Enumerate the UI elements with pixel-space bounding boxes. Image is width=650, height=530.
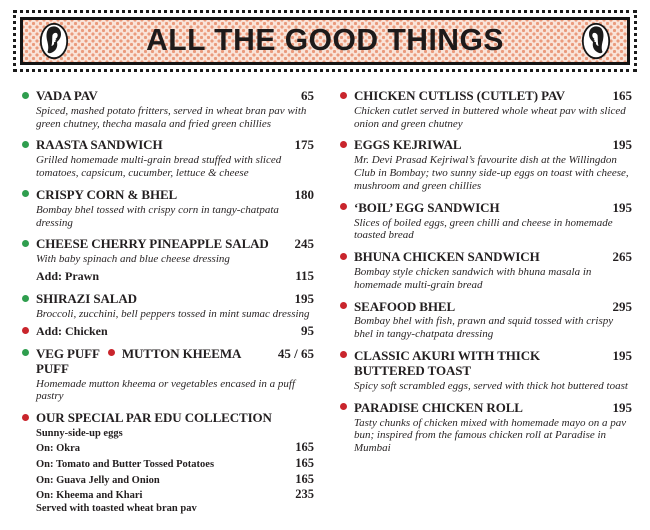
nonveg-indicator-icon: [340, 302, 347, 309]
item-header: [354, 300, 632, 315]
item-name: CHEESE CHERRY PINEAPPLE SALAD: [36, 236, 269, 252]
page-title: ALL THE GOOD THINGS: [146, 21, 504, 57]
item-name: RAASTA SANDWICH: [36, 137, 163, 153]
item-names: [354, 138, 603, 153]
item-description: Spicy soft scrambled eggs, served with thick hot buttered toast: [354, 379, 628, 392]
item-price: 195: [612, 399, 632, 415]
menu-header: [13, 10, 637, 72]
stamp-border: [13, 10, 637, 72]
item-names: [354, 349, 603, 379]
item-header: [36, 347, 314, 377]
lady-profile-medallion-icon: [39, 22, 69, 60]
nonveg-indicator-icon: [340, 92, 347, 99]
menu-item: [22, 89, 314, 130]
menu-column-right: [340, 89, 632, 522]
item-header: [354, 138, 632, 153]
item-price: 195: [612, 347, 632, 363]
item-name: SEAFOOD BHEL: [354, 298, 456, 314]
banner: [20, 17, 630, 65]
section-note: Served with toasted wheat bran pav: [36, 503, 197, 514]
item-names: [36, 188, 285, 203]
menu-item: [22, 237, 314, 284]
item-names: [354, 201, 603, 216]
addon-price: 95: [301, 322, 314, 338]
addon-label: Add: Prawn: [36, 269, 100, 283]
item-name: EGGS KEJRIWAL: [354, 137, 462, 153]
item-header: [354, 401, 632, 416]
item-header: [36, 188, 314, 203]
addon-list: [36, 268, 314, 284]
item-description: Broccoli, zucchini, bell peppers tossed in mint sumac dressing: [36, 307, 310, 320]
nonveg-indicator-icon: [340, 253, 347, 260]
menu-item: [340, 138, 632, 192]
item-price: 180: [294, 186, 314, 202]
item-description: Bombay bhel with fish, prawn and squid tossed with crispy bhel in tangy-chatpata dressing: [354, 315, 614, 341]
item-price: 195: [612, 137, 632, 153]
menu-item: [22, 188, 314, 229]
veg-indicator-icon: [22, 190, 29, 197]
item-names: [36, 138, 285, 153]
veg-indicator-icon: [22, 295, 29, 302]
addon-price: 115: [295, 268, 314, 283]
lady-profile-medallion-icon: [581, 22, 611, 60]
option-price: 165: [295, 440, 314, 454]
item-names: [354, 89, 603, 104]
menu-item: [22, 347, 314, 403]
item-name: SHIRAZI SALAD: [36, 291, 137, 306]
item-header: [354, 250, 632, 265]
item-names: [354, 250, 603, 265]
item-description: With baby spinach and blue cheese dressing: [36, 253, 230, 266]
nonveg-indicator-icon: [22, 414, 29, 421]
item-price: 265: [612, 249, 632, 265]
item-name: PARADISE CHICKEN ROLL: [354, 399, 523, 415]
item-name: MUTTON KHEEMA PUFF: [36, 345, 241, 376]
nonveg-indicator-icon: [340, 351, 347, 358]
option-price: 165: [295, 455, 314, 470]
veg-indicator-icon: [22, 349, 29, 356]
menu-item: [340, 89, 632, 130]
item-price: 295: [612, 298, 632, 314]
item-name: ‘BOIL’ EGG SANDWICH: [354, 199, 500, 215]
option-row: [36, 441, 314, 455]
item-header: [354, 89, 632, 104]
option-label: On: Guava Jelly and Onion: [36, 474, 160, 486]
addon-row: [36, 323, 314, 339]
item-price: 45 / 65: [277, 345, 314, 361]
item-price: 65: [301, 88, 314, 103]
item-header: [354, 201, 632, 216]
item-description: Chicken cutlet served in buttered whole wheat pav with sliced onion and green chutney: [354, 104, 626, 130]
option-label: On: Kheema and Khari: [36, 490, 143, 502]
item-name: CRISPY CORN & BHEL: [36, 186, 178, 202]
item-name: OUR SPECIAL PAR EDU COLLECTION: [36, 410, 272, 426]
menu-item: [340, 250, 632, 291]
section-note: Sunny-side-up eggs: [36, 428, 123, 439]
veg-indicator-icon: [22, 141, 29, 148]
item-header: [36, 138, 314, 153]
item-names: [354, 401, 603, 416]
item-description: Homemade mutton kheema or vegetables encased in a puff pastry: [36, 377, 296, 403]
item-header: [36, 292, 314, 307]
nonveg-indicator-icon: [108, 349, 115, 356]
nonveg-indicator-icon: [340, 403, 347, 410]
option-row: [36, 488, 314, 502]
menu-item: [22, 411, 314, 514]
item-names: [36, 237, 285, 252]
menu-body: [0, 78, 650, 522]
option-row: [36, 473, 314, 487]
item-name: VEG PUFF: [36, 345, 100, 361]
item-name: CHICKEN CUTLISS (CUTLET) PAV: [354, 88, 565, 103]
item-name: BHUNA CHICKEN SANDWICH: [354, 249, 540, 265]
menu-column-left: [22, 89, 314, 522]
nonveg-indicator-icon: [22, 327, 29, 334]
item-description: Bombay style chicken sandwich with bhuna masala in homemade multi-grain bread: [354, 266, 592, 291]
item-name: CLASSIC AKURI WITH THICK BUTTERED TOAST: [354, 347, 541, 378]
addon-row: [36, 268, 314, 284]
item-name: VADA PAV: [36, 88, 98, 103]
item-price: 245: [294, 236, 314, 252]
item-description: Spiced, mashed potato fritters, served in wheat bran pav with green chutney, thecha masala and fried green chillies: [36, 104, 307, 130]
option-row: [36, 457, 314, 471]
veg-indicator-icon: [22, 240, 29, 247]
item-description: Grilled homemade multi-grain bread stuffed with sliced tomatoes, capsicum, cucumber, lettuce & cheese: [36, 154, 282, 180]
item-header: [36, 411, 314, 426]
menu-item: [340, 300, 632, 341]
item-names: [354, 300, 603, 315]
menu-item: [340, 349, 632, 393]
item-names: [36, 292, 285, 307]
menu-item: [340, 201, 632, 242]
item-names: [36, 89, 291, 104]
item-header: [36, 237, 314, 252]
menu-item: [340, 401, 632, 455]
item-price: 195: [294, 291, 314, 306]
item-names: [36, 411, 304, 426]
option-label: On: Tomato and Butter Tossed Potatoes: [36, 458, 215, 470]
nonveg-indicator-icon: [340, 141, 347, 148]
option-label: On: Okra: [36, 443, 81, 454]
item-price: 195: [612, 199, 632, 215]
addon-list: [36, 323, 314, 339]
addon-label: Add: Chicken: [36, 324, 108, 339]
item-description: Bombay bhel tossed with crispy corn in tangy-chatpata dressing: [36, 203, 279, 229]
veg-indicator-icon: [22, 92, 29, 99]
item-price: 165: [612, 88, 632, 103]
item-price: 175: [294, 137, 314, 153]
item-description: Slices of boiled eggs, green chilli and cheese in homemade toasted bread: [354, 216, 613, 242]
nonveg-indicator-icon: [340, 203, 347, 210]
option-price: 165: [295, 471, 314, 486]
option-price: 235: [295, 487, 314, 502]
option-list: [36, 441, 314, 502]
item-header: [354, 349, 632, 379]
item-description: Tasty chunks of chicken mixed with homemade mayo on a pav bun; inspired from the famous chicken roll at Paradise in Mumbai: [354, 416, 627, 454]
item-names: [36, 347, 268, 377]
menu-item: [22, 292, 314, 339]
item-description: Mr. Devi Prasad Kejriwal’s favourite dish at the Willingdon Club in Bombay; two sunny side-up eggs on toast with cheese, mushroom and green chillies: [354, 154, 629, 192]
item-header: [36, 89, 314, 104]
menu-item: [22, 138, 314, 179]
